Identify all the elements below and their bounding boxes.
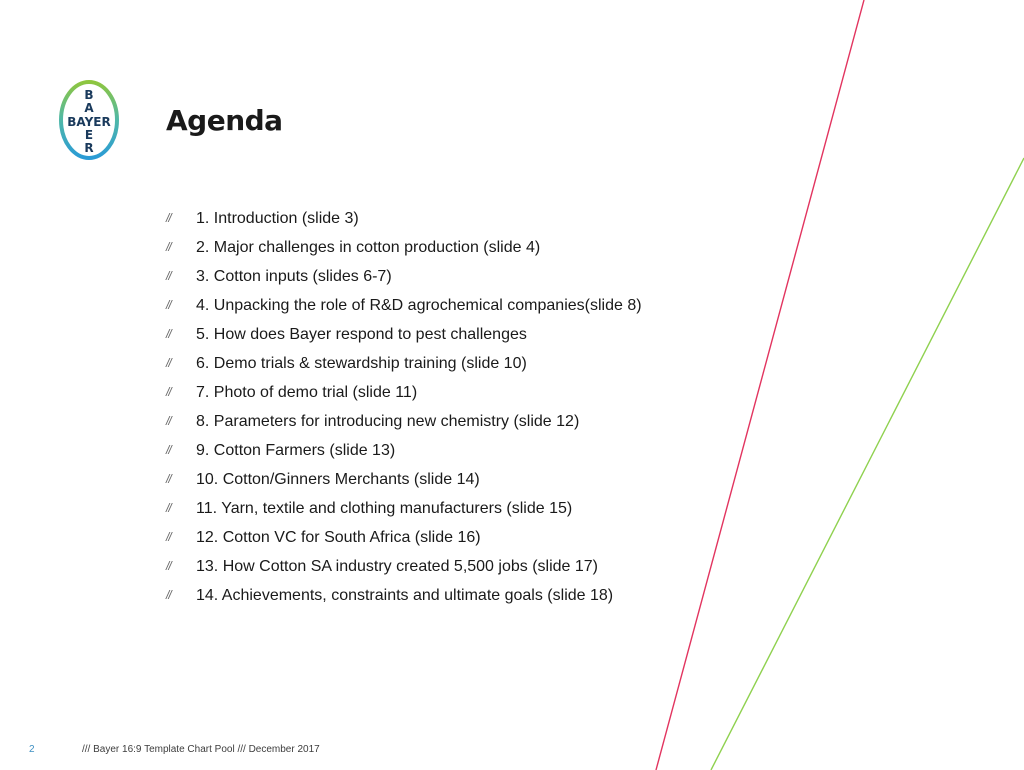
- bullet-marker: //: [166, 472, 171, 486]
- agenda-item-text: 3. Cotton inputs (slides 6-7): [196, 268, 392, 285]
- agenda-item-text: 11. Yarn, textile and clothing manufacturers (slide 15): [196, 500, 573, 517]
- agenda-item-text: 5. How does Bayer respond to pest challenges: [196, 326, 527, 343]
- accent-line-red: [656, 0, 864, 770]
- bullet-marker: //: [166, 559, 171, 573]
- agenda-item-4: [166, 291, 642, 320]
- agenda-item-5: [166, 320, 642, 349]
- agenda-item-text: 13. How Cotton SA industry created 5,500 jobs (slide 17): [196, 558, 598, 575]
- logo-letter: B: [84, 88, 94, 102]
- accent-line-green: [711, 158, 1024, 770]
- agenda-item-text: 9. Cotton Farmers (slide 13): [196, 442, 396, 459]
- agenda-item-text: 12. Cotton VC for South Africa (slide 16): [196, 529, 481, 546]
- page-title: Agenda: [166, 104, 283, 137]
- bayer-logo: [58, 79, 120, 161]
- bullet-marker: //: [166, 501, 171, 515]
- footer-text: /// Bayer 16:9 Template Chart Pool /// December 2017: [82, 744, 320, 755]
- agenda-item-8: [166, 407, 642, 436]
- logo-letter: E: [84, 128, 94, 142]
- page-number: 2: [29, 744, 35, 755]
- agenda-item-text: 6. Demo trials & stewardship training (slide 10): [196, 355, 527, 372]
- bullet-marker: //: [166, 211, 171, 225]
- agenda-item-text: 8. Parameters for introducing new chemistry (slide 12): [196, 413, 580, 430]
- bullet-marker: //: [166, 588, 171, 602]
- agenda-item-6: [166, 349, 642, 378]
- logo-letter: A: [84, 101, 94, 115]
- bullet-marker: //: [166, 443, 171, 457]
- bullet-marker: //: [166, 385, 171, 399]
- agenda-item-1: [166, 204, 642, 233]
- bullet-marker: //: [166, 298, 171, 312]
- agenda-item-3: [166, 262, 642, 291]
- agenda-list: [166, 204, 642, 610]
- agenda-item-text: 10. Cotton/Ginners Merchants (slide 14): [196, 471, 480, 488]
- agenda-item-13: [166, 552, 642, 581]
- agenda-item-text: 4. Unpacking the role of R&D agrochemical companies(slide 8): [196, 297, 642, 314]
- agenda-item-11: [166, 494, 642, 523]
- agenda-item-9: [166, 436, 642, 465]
- bullet-marker: //: [166, 327, 171, 341]
- agenda-item-7: [166, 378, 642, 407]
- agenda-item-10: [166, 465, 642, 494]
- agenda-item-text: 7. Photo of demo trial (slide 11): [196, 384, 418, 401]
- bullet-marker: //: [166, 269, 171, 283]
- bullet-marker: //: [166, 356, 171, 370]
- agenda-item-text: 14. Achievements, constraints and ultimate goals (slide 18): [196, 587, 614, 604]
- bullet-marker: //: [166, 414, 171, 428]
- agenda-item-text: 1. Introduction (slide 3): [196, 210, 359, 227]
- agenda-item-12: [166, 523, 642, 552]
- logo-letter: R: [84, 141, 94, 155]
- logo-wordmark: BAYER: [67, 115, 111, 129]
- agenda-item-14: [166, 581, 642, 610]
- bullet-marker: //: [166, 530, 171, 544]
- agenda-item-text: 2. Major challenges in cotton production (slide 4): [196, 239, 541, 256]
- agenda-item-2: [166, 233, 642, 262]
- bullet-marker: //: [166, 240, 171, 254]
